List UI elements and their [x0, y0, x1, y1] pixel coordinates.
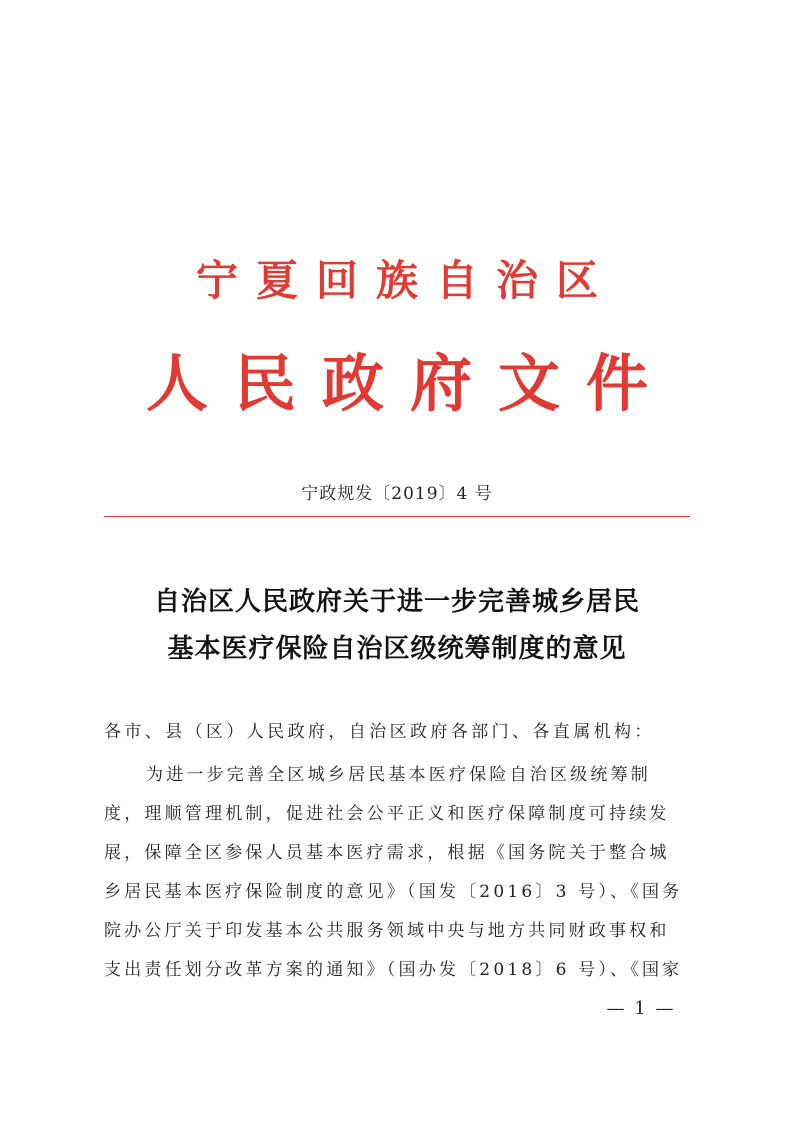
document-type-heading: 人民政府文件 — [145, 347, 674, 420]
document-title-line-2: 基本医疗保险自治区级统筹制度的意见 — [167, 634, 627, 664]
paragraph-line: 度，理顺管理机制，促进社会公平正义和医疗保障制度可持续发 — [104, 804, 670, 824]
paragraph-line: 展，保障全区参保人员基本医疗需求，根据《国务院关于整合城 — [104, 843, 670, 863]
document-number: 宁政规发〔2019〕4 号 — [301, 484, 493, 504]
paragraph-line: 乡居民基本医疗保险制度的意见》（国发〔2016〕3 号）、《国务 — [104, 882, 683, 902]
issuer-name: 宁夏回族自治区 — [195, 256, 616, 305]
red-divider-line — [104, 516, 690, 517]
document-title-line-1: 自治区人民政府关于进一步完善城乡居民 — [153, 587, 640, 617]
paragraph-line: 为进一步完善全区城乡居民基本医疗保险自治区级统筹制 — [146, 765, 651, 785]
page-number: — 1 — — [606, 998, 676, 1019]
paragraph-line: 支出责任划分改革方案的通知》（国办发〔2018〕6 号）、《国家 — [104, 960, 683, 980]
paragraph-line: 院办公厅关于印发基本公共服务领域中央与地方共同财政事权和 — [104, 921, 670, 941]
salutation: 各市、县（区）人民政府，自治区政府各部门、各直属机构： — [104, 722, 655, 742]
